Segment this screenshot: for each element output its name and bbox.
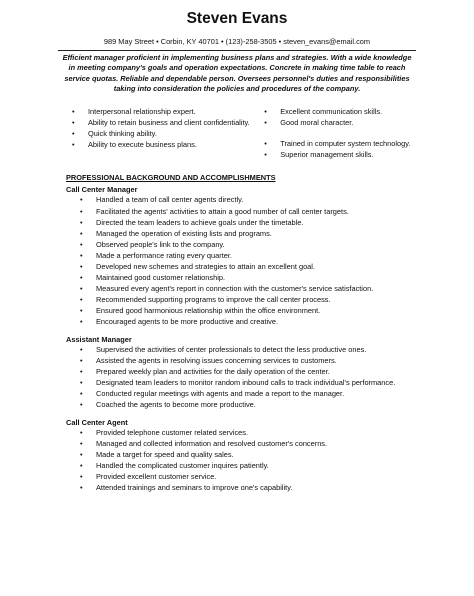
- job-title: Call Center Agent: [66, 417, 128, 427]
- skill-item: • Ability to retain business and client confidentiality.: [72, 117, 250, 127]
- job-title: Assistant Manager: [66, 334, 132, 344]
- bullet-icon: •: [80, 460, 83, 470]
- bullet-icon: •: [80, 195, 83, 205]
- bullet-icon: •: [80, 239, 83, 249]
- bullet-icon: •: [264, 139, 267, 149]
- bullet-icon: •: [80, 355, 83, 365]
- duty-item: • Measured every agent's report in connection with the customer's service satisfaction.: [80, 284, 374, 294]
- skills-left-column: [58, 107, 252, 162]
- bullet-icon: •: [80, 273, 83, 283]
- summary-paragraph: Efficient manager proficient in implementing business plans and strategies. With a wide knowledge in meeting company's goals and operation expectations. Concrete in making time table to reach service quotas. Reliable and dependable person. Oversees personnel's duties and responsibilities taking into consideration the policies and procedures of the company.: [62, 53, 412, 94]
- bullet-icon: •: [264, 117, 267, 127]
- bullet-icon: •: [72, 129, 75, 139]
- duty-item: • Provided telephone customer related services.: [80, 427, 248, 437]
- bullet-icon: •: [80, 317, 83, 327]
- bullet-icon: •: [80, 250, 83, 260]
- skill-item: • Superior management skills.: [264, 150, 374, 160]
- duty-item: • Facilitated the agents' activities to attain a good number of call center targets.: [80, 206, 349, 216]
- job-title: Call Center Manager: [66, 185, 138, 195]
- skill-item: • Trained in computer system technology.: [264, 139, 411, 149]
- duty-item: • Handled a team of call center agents directly.: [80, 195, 244, 205]
- bullet-icon: •: [80, 217, 83, 227]
- duty-item: • Attended trainings and seminars to improve one's capability.: [80, 483, 293, 492]
- duty-item: • Provided excellent customer service.: [80, 471, 217, 481]
- skill-item: • Interpersonal relationship expert.: [72, 106, 196, 116]
- bullet-icon: •: [80, 438, 83, 448]
- bullet-icon: •: [80, 389, 83, 399]
- duty-item: • Managed the operation of existing lists and programs.: [80, 228, 272, 238]
- skill-item: • Ability to execute business plans.: [72, 140, 197, 150]
- bullet-icon: •: [80, 284, 83, 294]
- duty-item: • Assisted the agents in resolving issues concerning services to customers.: [80, 355, 337, 365]
- bullet-icon: •: [80, 378, 83, 388]
- skill-item: • Excellent communication skills.: [264, 106, 383, 116]
- duty-item: • Made a target for speed and quality sales.: [80, 449, 234, 459]
- section-title: PROFESSIONAL BACKGROUND AND ACCOMPLISHMENTS: [66, 173, 276, 183]
- duty-item: • Coached the agents to become more productive.: [80, 400, 256, 410]
- bullet-icon: •: [80, 295, 83, 305]
- resume-name: Steven Evans: [186, 10, 288, 27]
- spacer: [264, 129, 416, 138]
- bullet-icon: •: [80, 427, 83, 437]
- duty-item: • Handled the complicated customer inquires patiently.: [80, 460, 269, 470]
- contact-info: 989 May Street • Corbin, KY 40701 • (123)-258-3505 • steven_evans@email.com: [103, 37, 371, 46]
- duty-item: • Prepared weekly plan and activities for the daily operation of the center.: [80, 366, 330, 376]
- skills-list: [58, 107, 416, 162]
- duty-item: • Maintained good customer relationship.: [80, 273, 226, 283]
- bullet-icon: •: [80, 228, 83, 238]
- bullet-icon: •: [80, 262, 83, 271]
- bullet-icon: •: [80, 306, 83, 316]
- duty-item: • Developed new schemes and strategies to attain an excellent goal.: [80, 262, 315, 271]
- skill-item: • Quick thinking ability.: [72, 129, 157, 139]
- duty-item: • Observed people's link to the company.: [80, 239, 225, 249]
- bullet-icon: •: [72, 106, 75, 116]
- skill-item: • Good moral character.: [264, 117, 354, 127]
- bullet-icon: •: [72, 140, 75, 150]
- bullet-icon: •: [80, 483, 83, 492]
- job-duties-list: [58, 428, 416, 494]
- bullet-icon: •: [80, 400, 83, 410]
- job-duties-list: [58, 345, 416, 411]
- duty-item: • Made a performance rating every quarter.: [80, 250, 232, 260]
- bullet-icon: •: [80, 471, 83, 481]
- duty-item: • Designated team leaders to monitor random inbound calls to track individual's performance.: [80, 378, 396, 388]
- duty-item: • Ensured good harmonious relationship within the office environment.: [80, 306, 321, 316]
- bullet-icon: •: [264, 150, 267, 160]
- duty-item: • Encouraged agents to be more productive and creative.: [80, 317, 279, 327]
- bullet-icon: •: [80, 206, 83, 216]
- duty-item: • Directed the team leaders to achieve goals under the timetable.: [80, 217, 304, 227]
- skills-right-column: [252, 107, 416, 162]
- bullet-icon: •: [80, 366, 83, 376]
- duty-item: • Conducted regular meetings with agents and made a report to the manager.: [80, 389, 345, 399]
- duty-item: • Supervised the activities of center professionals to detect the less productive ones.: [80, 344, 367, 354]
- header-divider: [58, 50, 416, 51]
- bullet-icon: •: [264, 106, 267, 116]
- duty-item: • Managed and collected information and resolved customer's concerns.: [80, 438, 328, 448]
- experience-section: [58, 185, 416, 493]
- duty-item: • Recommended supporting programs to improve the call center process.: [80, 295, 331, 305]
- bullet-icon: •: [80, 449, 83, 459]
- bullet-icon: •: [80, 344, 83, 354]
- job-duties-list: [58, 195, 416, 327]
- bullet-icon: •: [72, 117, 75, 127]
